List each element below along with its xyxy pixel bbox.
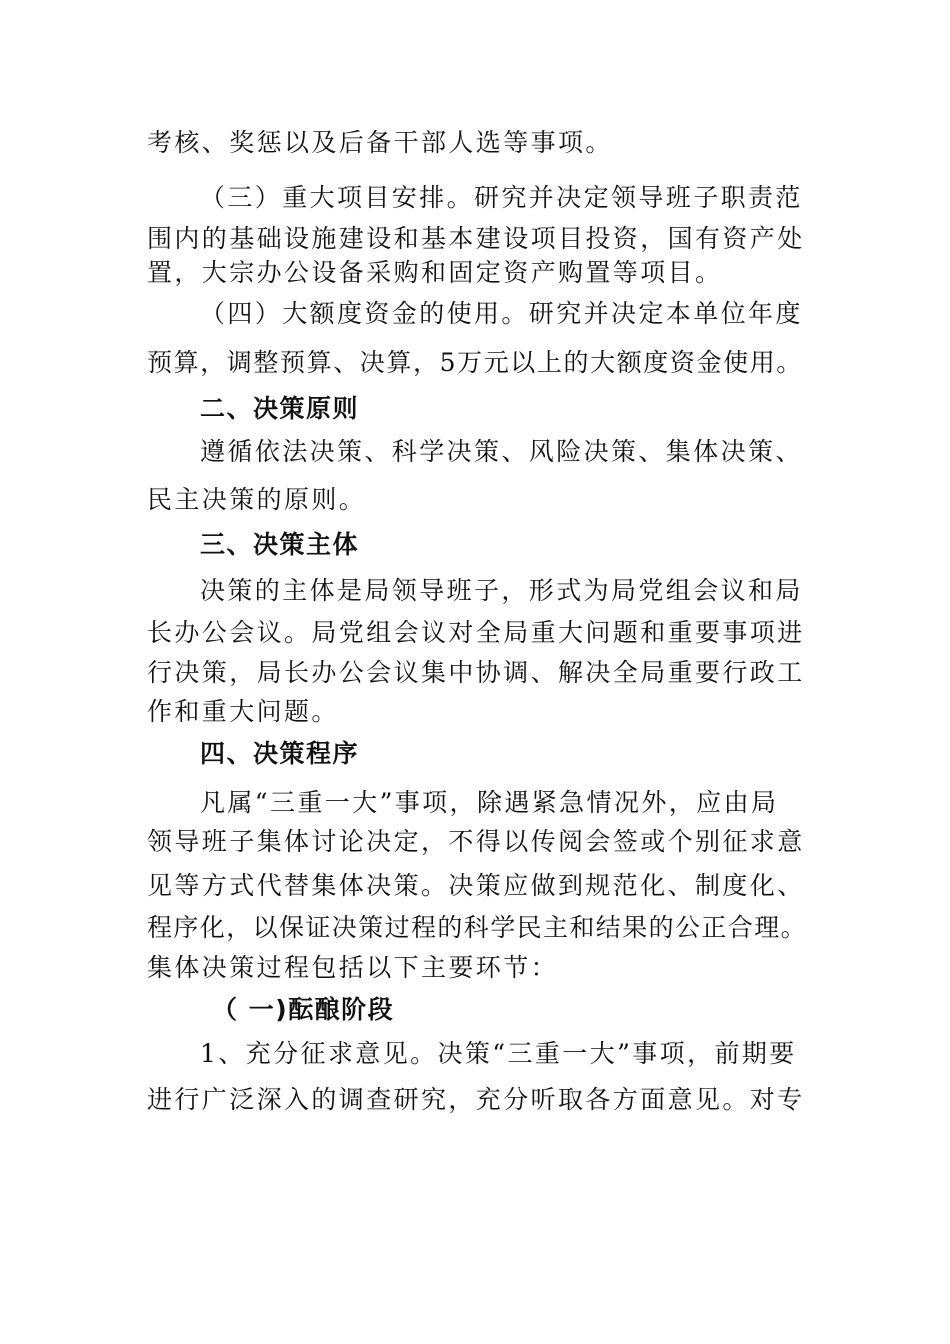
body-text-line: 凡属“三重一大”事项，除遇紧急情况外，应由局 [200,788,779,817]
section-heading: 四、决策程序 [200,739,360,768]
body-text-line: 民主决策的原则。 [147,485,367,514]
body-text-line: 预算，调整预算、决算，5万元以上的大额度资金使用。 [147,348,803,377]
body-text-line: 考核、奖惩以及后备干部人选等事项。 [147,128,613,157]
body-text-line: 作和重大问题。 [147,697,339,726]
section-heading: 二、决策原则 [200,394,360,423]
body-text-line: 领导班子集体讨论决定，不得以传阅会签或个别征求意 [147,827,805,856]
body-text-line: 遵循依法决策、科学决策、风险决策、集体决策、 [200,437,803,466]
subsection-heading: （ 一)酝酿阶段 [212,995,395,1024]
body-text-line: 长办公会议。局党组会议对全局重大问题和重要事项进 [147,618,805,647]
body-text-line: 程序化，以保证决策过程的科学民主和结果的公正合理。 [147,913,808,942]
body-text-line: 集体决策过程包括以下主要环节： [147,953,559,982]
body-text-line: 围内的基础设施建设和基本建设项目投资，国有资产处 [147,224,805,253]
body-text-line: （四）大额度资金的使用。研究并决定本单位年度 [200,299,803,328]
body-text-line: 决策的主体是局领导班子，形式为局党组会议和局 [200,576,803,605]
body-text-line: （三）重大项目安排。研究并决定领导班子职责范 [200,183,803,212]
body-text-line: 行决策，局长办公会议集中协调、解决全局重要行政工 [147,658,805,687]
body-text-line: 进行广泛深入的调查研究，充分听取各方面意见。对专 [147,1085,805,1114]
body-text-line: 置，大宗办公设备采购和固定资产购置等项目。 [147,258,723,287]
body-text-line: 1、充分征求意见。决策“三重一大”事项，前期要 [200,1039,797,1068]
body-text-line: 见等方式代替集体决策。决策应做到规范化、制度化、 [147,871,805,900]
section-heading: 三、决策主体 [200,530,360,559]
